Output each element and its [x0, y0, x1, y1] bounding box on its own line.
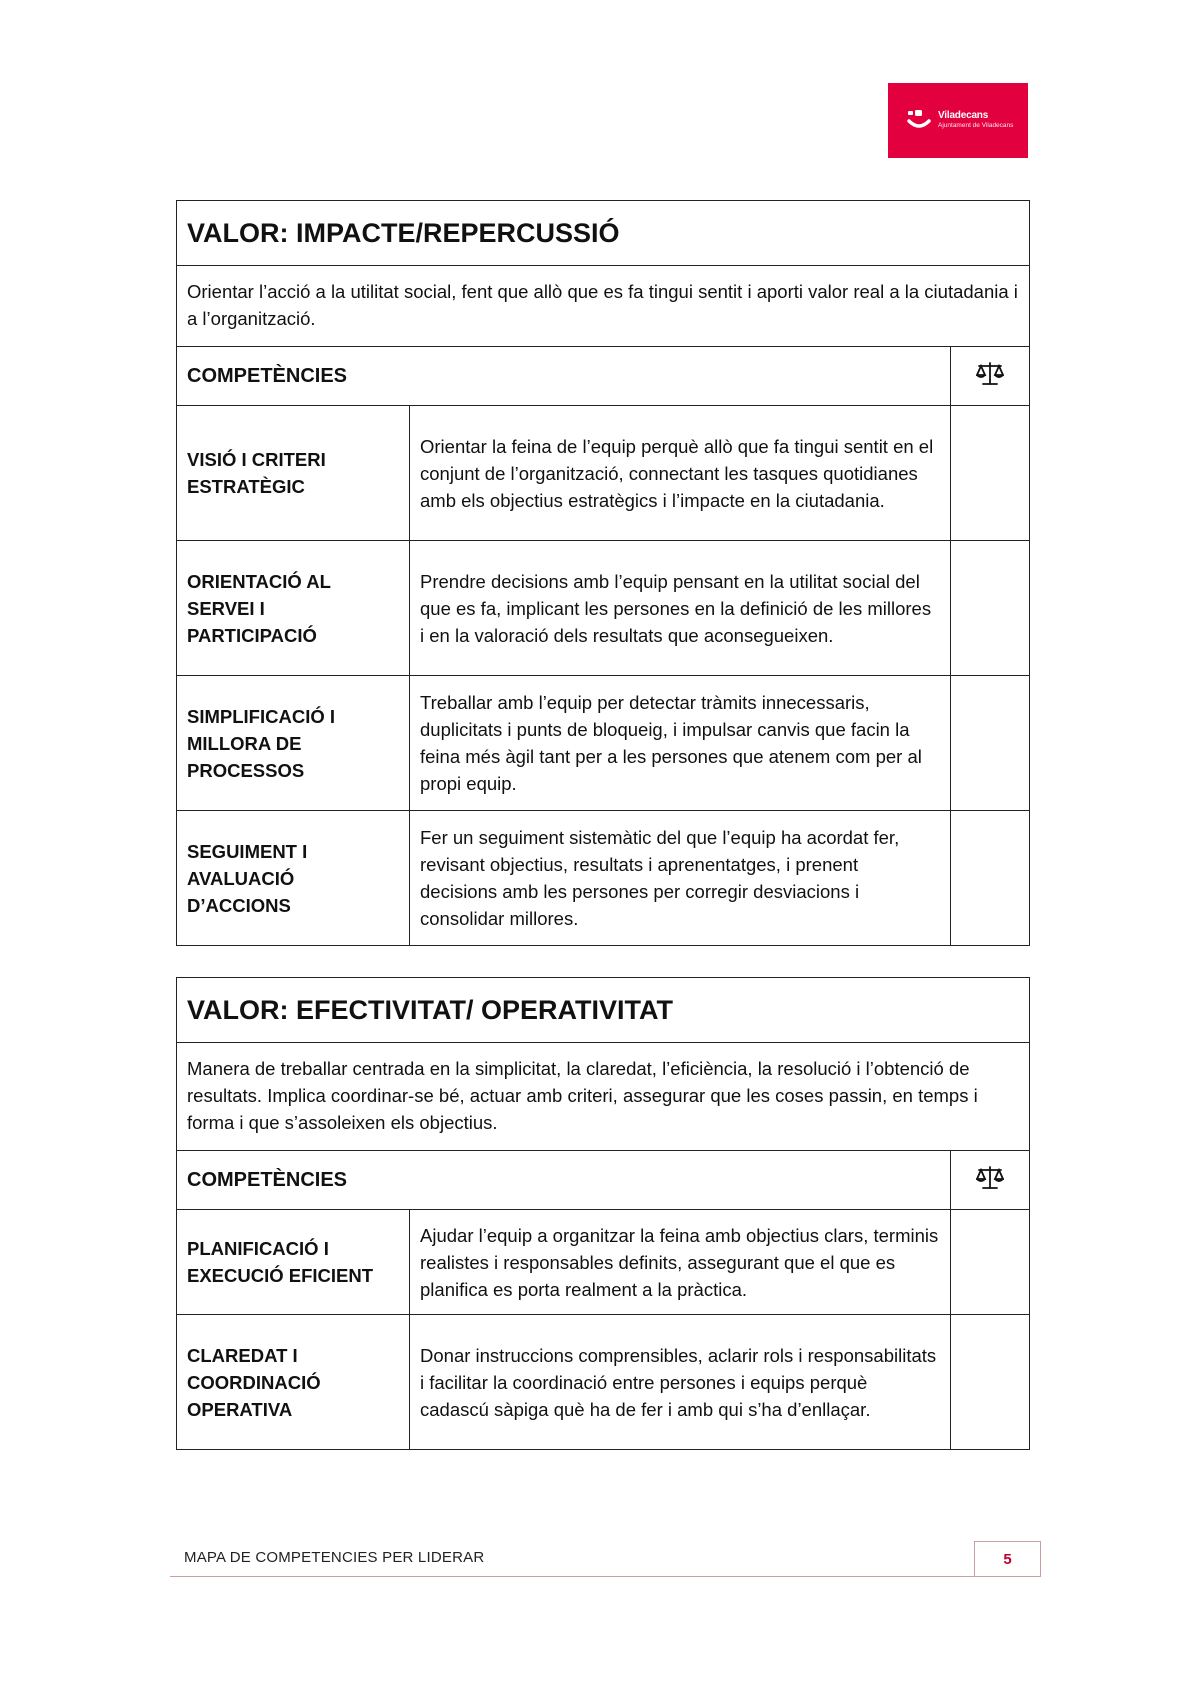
- footer-divider: [170, 1576, 1041, 1577]
- competency-description: Fer un seguiment sistemàtic del que l’equip ha acordat fer, revisant objectius, resultats i aprenentatges, i prenent decisions amb les persones per corregir desviacions i consolidar millores.: [410, 811, 951, 946]
- competency-description: Ajudar l’equip a organitzar la feina amb objectius clars, terminis realistes i responsables definits, assegurant que el que es planifica es porta realment a la pràctica.: [410, 1210, 951, 1315]
- balance-scale-icon: [976, 1165, 1004, 1191]
- rating-cell[interactable]: [951, 1210, 1030, 1315]
- rating-cell[interactable]: [951, 1315, 1030, 1450]
- competency-name: ORIENTACIÓ AL SERVEI I PARTICIPACIÓ: [177, 541, 410, 676]
- rating-cell[interactable]: [951, 811, 1030, 946]
- competency-row: [177, 1315, 1030, 1450]
- rating-cell[interactable]: [951, 541, 1030, 676]
- competency-description: Treballar amb l’equip per detectar tràmits innecessaris, duplicitats i punts de bloqueig, i impulsar canvis que facin la feina més àgil tant per a les persones que atenem com per al propi equip.: [410, 676, 951, 811]
- page-number: 5: [974, 1541, 1041, 1576]
- competency-row: [177, 541, 1030, 676]
- competency-description: Orientar la feina de l’equip perquè allò que fa tingui sentit en el conjunt de l’organització, connectant les tasques quotidianes amb els objectius estratègics i l’impacte en la ciutadania.: [410, 406, 951, 541]
- competency-name: SIMPLIFICACIÓ I MILLORA DE PROCESSOS: [177, 676, 410, 811]
- logo-tagline: Ajuntament de Viladecans: [938, 122, 1014, 130]
- competency-name: PLANIFICACIÓ I EXECUCIÓ EFICIENT: [177, 1210, 410, 1315]
- scale-header-cell: [951, 347, 1030, 406]
- competency-description: Prendre decisions amb l’equip pensant en la utilitat social del que es fa, implicant les persones en la definició de les millores i en la valoració dels resultats que aconsegueixen.: [410, 541, 951, 676]
- scale-header-cell: [951, 1151, 1030, 1210]
- competency-name: SEGUIMENT I AVALUACIÓ D’ACCIONS: [177, 811, 410, 946]
- rating-cell[interactable]: [951, 676, 1030, 811]
- rating-cell[interactable]: [951, 406, 1030, 541]
- section-description: Manera de treballar centrada en la simplicitat, la claredat, l’eficiència, la resolució i l’obtenció de resultats. Implica coordinar-se bé, actuar amb criteri, assegurar que les coses passin, en temps i forma i que s’assoleixen els objectius.: [177, 1043, 1030, 1151]
- logo-name: Viladecans: [938, 110, 989, 122]
- balance-scale-icon: [976, 361, 1004, 387]
- footer-document-title: MAPA DE COMPETENCIES PER LIDERAR: [184, 1549, 485, 1566]
- competency-table-effectiveness: [176, 977, 1030, 1450]
- section-title: VALOR: EFECTIVITAT/ OPERATIVITAT: [177, 978, 1030, 1043]
- competency-row: [177, 406, 1030, 541]
- competency-row: [177, 811, 1030, 946]
- smile-logo-icon: [906, 108, 932, 134]
- section-description: Orientar l’acció a la utilitat social, fent que allò que es fa tingui sentit i aporti valor real a la ciutadania i a l’organització.: [177, 266, 1030, 347]
- competency-row: [177, 1210, 1030, 1315]
- competency-row: [177, 676, 1030, 811]
- section-title: VALOR: IMPACTE/REPERCUSSIÓ: [177, 201, 1030, 266]
- viladecans-logo: [888, 83, 1028, 158]
- competency-name: CLAREDAT I COORDINACIÓ OPERATIVA: [177, 1315, 410, 1450]
- competencies-header: COMPETÈNCIES: [177, 1151, 951, 1210]
- competency-name: VISIÓ I CRITERI ESTRATÈGIC: [177, 406, 410, 541]
- competency-description: Donar instruccions comprensibles, aclarir rols i responsabilitats i facilitar la coordinació entre persones i equips perquè cadascú sàpiga què ha de fer i amb qui s’ha d’enllaçar.: [410, 1315, 951, 1450]
- competencies-header: COMPETÈNCIES: [177, 347, 951, 406]
- competency-table-impact: [176, 200, 1030, 946]
